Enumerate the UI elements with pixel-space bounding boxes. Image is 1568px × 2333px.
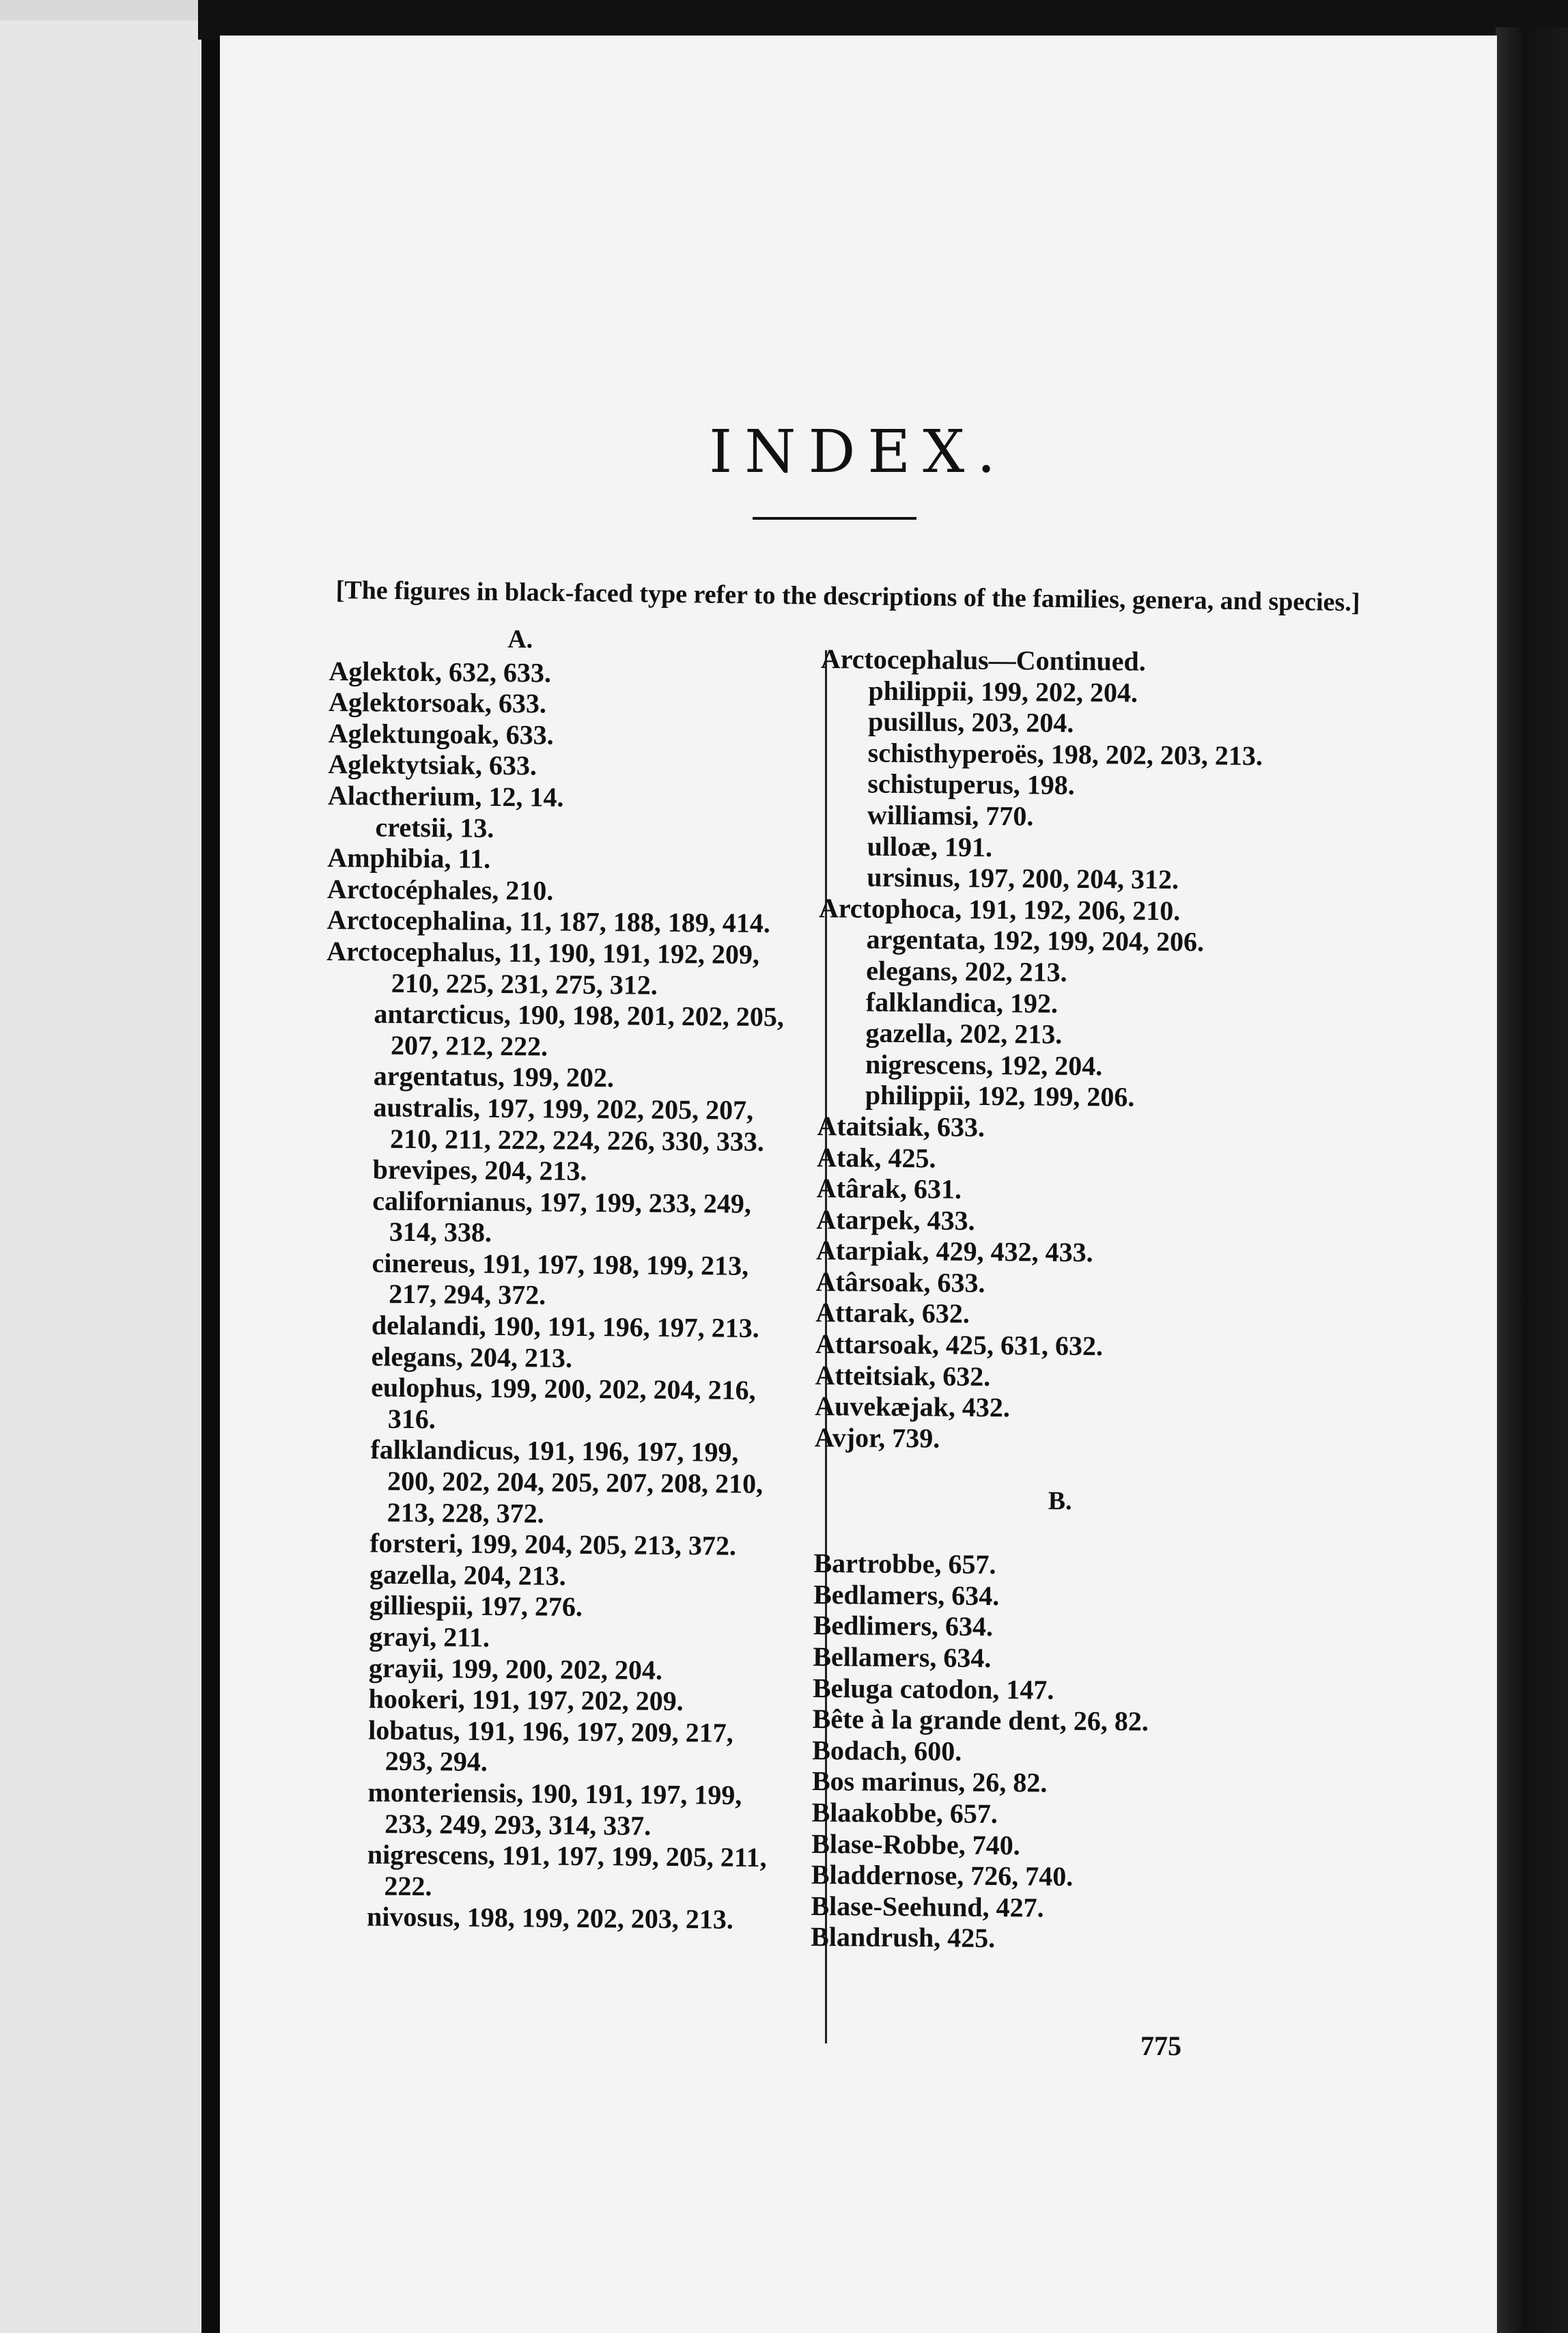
title-rule: [753, 517, 916, 520]
index-entry: Atârak, 631.: [816, 1173, 962, 1205]
index-entry: falklandicus, 191, 196, 197, 199,: [370, 1434, 739, 1468]
index-note: [The figures in black-faced type refer to the descriptions of the families, genera, and species.]: [335, 575, 1360, 617]
index-entry: Arctocephalus, 11, 190, 191, 192, 209,: [326, 935, 760, 970]
index-entry: falklandica, 192.: [865, 986, 1059, 1019]
index-entry: 217, 294, 372.: [389, 1279, 546, 1311]
index-entry: nivosus, 198, 199, 202, 203, 213.: [366, 1901, 734, 1936]
index-entry: lobatus, 191, 196, 197, 209, 217,: [368, 1714, 733, 1748]
facing-page-edge: [0, 20, 201, 2333]
index-entry: 293, 294.: [384, 1746, 488, 1778]
index-entry: Atarpiak, 429, 432, 433.: [815, 1235, 1093, 1268]
page-title: INDEX.: [709, 418, 1008, 486]
index-entry: 316.: [387, 1403, 436, 1435]
index-entry: Atarpek, 433.: [816, 1203, 975, 1236]
index-entry: 200, 202, 204, 205, 207, 208, 210,: [387, 1465, 764, 1500]
index-entry: Aglektytsiak, 633.: [328, 749, 537, 781]
index-entry: forsteri, 199, 204, 205, 213, 372.: [369, 1527, 737, 1561]
index-entry: philippii, 199, 202, 204.: [868, 675, 1138, 708]
index-entry: Arctocephalina, 11, 187, 188, 189, 414.: [326, 904, 771, 939]
index-entry: nigrescens, 191, 197, 199, 205, 211,: [367, 1839, 767, 1873]
index-entry: Avjor, 739.: [814, 1421, 940, 1454]
index-entry: Blase-Seehund, 427.: [811, 1890, 1044, 1923]
index-entry: argentata, 192, 199, 204, 206.: [866, 923, 1205, 958]
index-entry: antarcticus, 190, 198, 201, 202, 205,: [374, 998, 785, 1033]
index-entry: 233, 249, 293, 314, 337.: [384, 1808, 652, 1841]
index-entry: elegans, 202, 213.: [866, 955, 1067, 988]
index-column-right: [811, 643, 1568, 1959]
index-entry: pusillus, 203, 204.: [867, 706, 1074, 739]
index-entry: Bedlamers, 634.: [813, 1578, 1000, 1611]
index-entry: Aglektorsoak, 633.: [328, 686, 547, 719]
index-entry: Attarsoak, 425, 631, 632.: [815, 1328, 1104, 1362]
index-entry: Arctophoca, 191, 192, 206, 210.: [818, 892, 1181, 926]
index-entry: 222.: [384, 1870, 432, 1901]
index-entry: Bodach, 600.: [812, 1734, 962, 1767]
index-entry: Amphibia, 11.: [327, 842, 491, 875]
index-entry: Bartrobbe, 657.: [813, 1548, 996, 1580]
index-entry: ulloæ, 191.: [867, 830, 993, 863]
index-entry: schisthyperoës, 198, 202, 203, 213.: [867, 737, 1263, 771]
section-letter: A.: [507, 625, 533, 654]
index-entry: monteriensis, 190, 191, 197, 199,: [367, 1776, 742, 1811]
index-entry: Attarak, 632.: [815, 1297, 970, 1330]
index-entry: grayi, 211.: [369, 1621, 490, 1653]
index-entry: Blase-Robbe, 740.: [811, 1828, 1020, 1860]
index-entry: hookeri, 191, 197, 202, 209.: [368, 1683, 684, 1717]
index-entry: nigrescens, 192, 204.: [865, 1048, 1103, 1081]
index-entry: argentatus, 199, 202.: [373, 1060, 615, 1093]
index-entry: Ataitsiak, 633.: [817, 1110, 985, 1143]
index-entry: gazella, 204, 213.: [369, 1559, 566, 1591]
index-entry: Bellamers, 634.: [813, 1640, 992, 1674]
index-entry: elegans, 204, 213.: [371, 1341, 573, 1373]
index-entry: philippii, 192, 199, 206.: [865, 1079, 1135, 1113]
index-entry: brevipes, 204, 213.: [372, 1154, 587, 1187]
index-entry: 210, 225, 231, 275, 312.: [391, 967, 658, 1001]
index-entry: Bos marinus, 26, 82.: [811, 1765, 1048, 1799]
index-entry: grayii, 199, 200, 202, 204.: [368, 1652, 663, 1686]
scan-top-border: [198, 0, 1568, 40]
index-entry: Atârsoak, 633.: [815, 1266, 985, 1298]
index-entry: Alactherium, 12, 14.: [327, 779, 564, 813]
page-number: 775: [1140, 2030, 1181, 2061]
index-entry: Arctocephalus—Continued.: [820, 643, 1146, 677]
book-gutter: [201, 0, 222, 2333]
index-entry: 210, 211, 222, 224, 226, 330, 333.: [389, 1123, 765, 1157]
index-page: [220, 36, 1497, 2333]
index-entry: Bedlimers, 634.: [813, 1610, 994, 1643]
index-entry: Atak, 425.: [816, 1141, 936, 1173]
index-entry: williamsi, 770.: [867, 799, 1034, 832]
index-entry: Bête à la grande dent, 26, 82.: [812, 1703, 1149, 1737]
section-letter: B.: [1048, 1486, 1072, 1515]
index-entry: gilliespii, 197, 276.: [369, 1589, 583, 1623]
index-entry: delalandi, 190, 191, 196, 197, 213.: [371, 1309, 759, 1344]
index-entry: californianus, 197, 199, 233, 249,: [372, 1185, 752, 1219]
index-entry: gazella, 202, 213.: [865, 1017, 1063, 1050]
index-entry: 207, 212, 222.: [390, 1029, 548, 1062]
index-entry: cretsii, 13.: [375, 811, 494, 843]
index-entry: cinereus, 191, 197, 198, 199, 213,: [372, 1247, 749, 1281]
index-entry: Blandrush, 425.: [810, 1921, 996, 1954]
index-entry: Beluga catodon, 147.: [812, 1672, 1054, 1705]
index-entry: Aglektungoak, 633.: [328, 717, 554, 751]
index-entry: 314, 338.: [389, 1216, 492, 1248]
index-entry: australis, 197, 199, 202, 205, 207,: [373, 1091, 754, 1126]
index-entry: Auvekæjak, 432.: [815, 1391, 1010, 1423]
index-entry: 213, 228, 372.: [387, 1496, 544, 1529]
index-entry: Arctocéphales, 210.: [326, 873, 554, 906]
index-entry: Aglektok, 632, 633.: [328, 655, 552, 688]
index-entry: Bladdernose, 726, 740.: [811, 1859, 1074, 1892]
index-entry: Blaakobbe, 657.: [811, 1796, 998, 1830]
index-entry: Atteitsiak, 632.: [815, 1359, 991, 1392]
index-entry: schistuperus, 198.: [867, 768, 1075, 801]
index-entry: eulophus, 199, 200, 202, 204, 216,: [371, 1371, 756, 1406]
index-entry: ursinus, 197, 200, 204, 312.: [867, 861, 1179, 895]
